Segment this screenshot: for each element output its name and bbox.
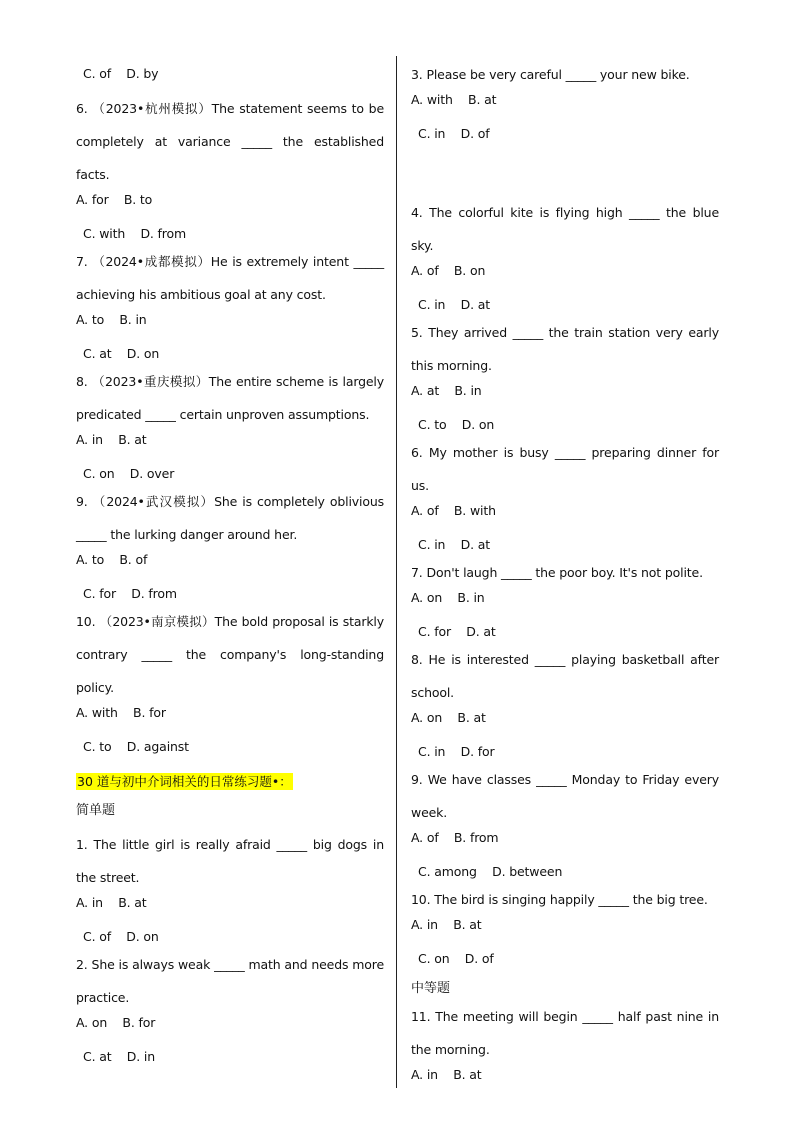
section-label-medium: 中等题 xyxy=(411,981,451,996)
option-line-cd: C. in D. at xyxy=(418,297,490,312)
question-text xyxy=(411,436,719,502)
option-line-ab: A. at B. in xyxy=(411,383,482,398)
option-line-ab: A. on B. for xyxy=(76,1015,156,1030)
option-line-ab: A. on B. at xyxy=(411,710,486,725)
question-text xyxy=(411,196,719,262)
question-item xyxy=(76,92,384,242)
question-item xyxy=(411,1000,719,1083)
blank-space xyxy=(411,142,719,204)
question-item xyxy=(76,365,384,482)
option-line-cd: C. to D. on xyxy=(418,417,495,432)
right-column xyxy=(411,56,719,1083)
question-text xyxy=(411,556,719,589)
option-line-cd: C. on D. of xyxy=(418,951,494,966)
question-item xyxy=(76,948,384,1065)
question-item xyxy=(76,605,384,755)
section-label-easy: 简单题 xyxy=(76,803,116,818)
question-text xyxy=(411,1000,719,1066)
option-line-cd: C. to D. against xyxy=(83,739,189,754)
left-column xyxy=(76,56,384,1065)
option-line-ab: A. in B. at xyxy=(411,1067,482,1082)
question-text xyxy=(411,763,719,829)
question-number: 2. xyxy=(76,957,88,972)
question-item xyxy=(411,58,719,142)
question-body: （2024•成都模拟）He is extremely intent _____ achieving his ambitious goal at any cost. xyxy=(76,254,384,302)
question-text xyxy=(411,883,719,916)
option-line-ab: A. with B. at xyxy=(411,92,497,107)
question-text xyxy=(411,316,719,382)
option-line-cd: C. for D. at xyxy=(418,624,496,639)
question-body: The little girl is really afraid _____ big dogs in the street. xyxy=(76,837,384,885)
option-line-ab: A. to B. of xyxy=(76,552,148,567)
question-number: 1. xyxy=(76,837,88,852)
question-number: 6. xyxy=(411,445,423,460)
question-list xyxy=(411,1000,719,1083)
option-line-cd: C. for D. from xyxy=(83,586,177,601)
question-number: 7. xyxy=(76,254,88,269)
section-heading-text: 30 道与初中介词相关的日常练习题•： xyxy=(77,774,292,789)
question-item xyxy=(411,763,719,880)
option-line-ab: A. for B. to xyxy=(76,192,153,207)
option-line-ab: A. of B. with xyxy=(411,503,496,518)
question-list xyxy=(411,58,719,142)
question-item xyxy=(76,485,384,602)
question-body: （2023•杭州模拟）The statement seems to be completely at variance _____ the established facts. xyxy=(76,101,384,182)
question-list xyxy=(76,828,384,1065)
question-body: The meeting will begin _____ half past nine in the morning. xyxy=(411,1009,720,1057)
question-item xyxy=(76,828,384,945)
option-line-cd: C. among D. between xyxy=(418,864,563,879)
question-body: （2023•南京模拟）The bold proposal is starkly contrary _____ the company's long-standing policy. xyxy=(76,614,384,695)
question-item xyxy=(411,556,719,640)
question-item xyxy=(411,643,719,760)
option-line-cd: C. at D. on xyxy=(83,346,160,361)
question-item xyxy=(76,245,384,362)
question-item xyxy=(411,316,719,433)
option-line-ab: A. of B. from xyxy=(411,830,499,845)
option-line-cd: C. of D. on xyxy=(83,929,159,944)
option-line: C. of D. by xyxy=(83,66,159,81)
question-body: Please be very careful _____ your new bike. xyxy=(426,67,690,82)
question-text xyxy=(76,92,384,191)
section-heading xyxy=(76,771,384,790)
question-body: He is interested _____ playing basketball after school. xyxy=(411,652,719,700)
question-number: 3. xyxy=(411,67,423,82)
question-item xyxy=(411,883,719,967)
question-body: She is always weak _____ math and needs more practice. xyxy=(76,957,385,1005)
question-text xyxy=(76,485,384,551)
option-line-ab: A. of B. on xyxy=(411,263,486,278)
question-body: （2024•武汉模拟）She is completely oblivious _____ the lurking danger around her. xyxy=(76,494,384,542)
question-number: 5. xyxy=(411,325,423,340)
question-text xyxy=(76,245,384,311)
column-divider xyxy=(396,56,397,1088)
option-line-cd: C. in D. at xyxy=(418,537,490,552)
question-text xyxy=(411,643,719,709)
option-line-cd: C. with D. from xyxy=(83,226,187,241)
option-line-cd: C. on D. over xyxy=(83,466,175,481)
question-item xyxy=(411,196,719,313)
question-body: They arrived _____ the train station very early this morning. xyxy=(411,325,719,373)
question-body: Don't laugh _____ the poor boy. It's not polite. xyxy=(426,565,703,580)
question-text xyxy=(76,828,384,894)
question-number: 8. xyxy=(76,374,88,389)
option-line-cd: C. in D. for xyxy=(418,744,495,759)
question-text xyxy=(76,948,384,1014)
question-number: 10. xyxy=(76,614,96,629)
question-number: 10. xyxy=(411,892,431,907)
question-number: 4. xyxy=(411,205,423,220)
option-line-ab: A. in B. at xyxy=(76,432,147,447)
question-text xyxy=(76,365,384,431)
question-number: 9. xyxy=(76,494,88,509)
question-number: 9. xyxy=(411,772,423,787)
question-number: 6. xyxy=(76,101,88,116)
option-line-ab: A. on B. in xyxy=(411,590,485,605)
question-body: We have classes _____ Monday to Friday every week. xyxy=(411,772,719,820)
question-body: The bird is singing happily _____ the big tree. xyxy=(434,892,708,907)
option-line-cd: C. at D. in xyxy=(83,1049,155,1064)
question-text xyxy=(76,605,384,704)
question-item xyxy=(411,436,719,553)
question-number: 7. xyxy=(411,565,423,580)
option-line-ab: A. in B. at xyxy=(411,917,482,932)
question-list xyxy=(411,196,719,967)
option-line-ab: A. to B. in xyxy=(76,312,147,327)
question-list xyxy=(76,92,384,755)
question-body: The colorful kite is flying high _____ the blue sky. xyxy=(411,205,719,253)
question-text xyxy=(411,58,719,91)
question-body: My mother is busy _____ preparing dinner for us. xyxy=(411,445,720,493)
question-number: 8. xyxy=(411,652,423,667)
option-line-cd: C. in D. of xyxy=(418,126,490,141)
question-body: （2023•重庆模拟）The entire scheme is largely predicated _____ certain unproven assumptions. xyxy=(76,374,384,422)
option-line-ab: A. with B. for xyxy=(76,705,166,720)
question-number: 11. xyxy=(411,1009,431,1024)
option-line-ab: A. in B. at xyxy=(76,895,147,910)
